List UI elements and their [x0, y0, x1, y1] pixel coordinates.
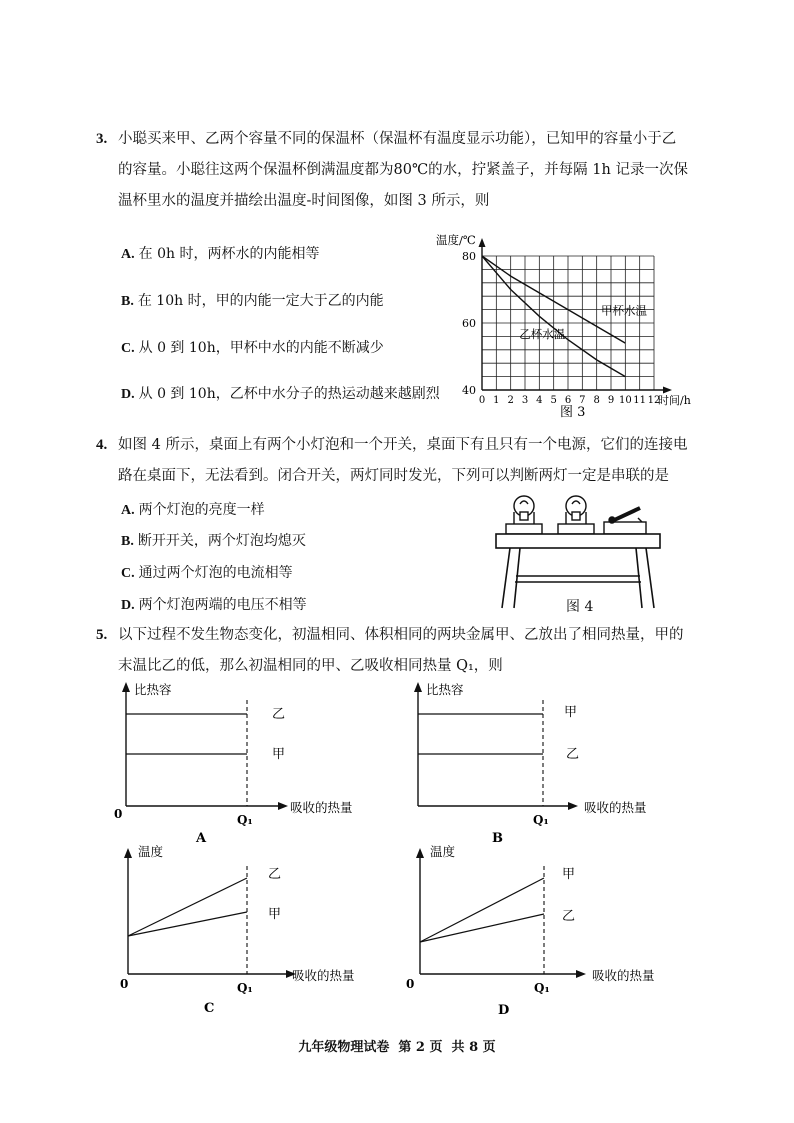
q1-label: Q₁ [533, 813, 549, 827]
origin-label: 0 [114, 807, 123, 821]
option-text: 断开开关，两个灯泡均熄灭 [137, 533, 306, 549]
series-label-yi: 乙杯水温 [519, 327, 566, 342]
upper-line-label: 乙 [268, 867, 282, 882]
x-tick-label: 2 [507, 395, 514, 406]
option-text: 两个灯泡两端的电压不相等 [138, 597, 307, 613]
q4-stem-line: 路在桌面下，无法看到。闭合开关，两灯同时发光，下列可以判断两灯一定是串联的是 [118, 468, 669, 484]
x-tick-label: 3 [521, 395, 529, 406]
q3-stem [118, 124, 698, 217]
x-tick-label: 8 [593, 395, 600, 406]
switch [604, 508, 646, 534]
x-tick-label: 12 [647, 395, 661, 406]
option-text: 在 0h 时，两杯水的内能相等 [138, 246, 320, 262]
y-tick-label: 40 [462, 384, 476, 397]
q3-stem-line: 小聪买来甲、乙两个容量不同的保温杯（保温杯有温度显示功能），已知甲的容量小于乙 [118, 131, 677, 147]
q4-stem [118, 430, 698, 492]
option-letter: D. [121, 598, 135, 613]
q5-stem-line: 末温比乙的低，那么初温相同的甲、乙吸收相同热量 Q₁，则 [118, 658, 503, 674]
q3-stem-line: 温杯里水的温度并描绘出温度-时间图像，如图 3 所示，则 [118, 193, 490, 209]
series-label-jia: 甲杯水温 [600, 303, 647, 318]
option-text: 从 0 到 10h，乙杯中水分子的热运动越来越剧烈 [138, 386, 440, 402]
lower-line-label: 甲 [268, 907, 282, 922]
q3-option-a[interactable] [121, 243, 319, 263]
y-axis-arrow [479, 238, 486, 247]
y-axis-label: 比热容 [134, 682, 172, 697]
q3-option-d[interactable] [121, 383, 440, 403]
x-tick-label: 7 [579, 395, 586, 406]
lower-line-label: 甲 [272, 747, 286, 762]
x-axis-label: 时间/h [658, 394, 691, 407]
figure-3-chart [432, 228, 702, 420]
q4-option-b[interactable] [121, 530, 306, 550]
lamp-left [506, 496, 542, 534]
x-tick-label: 4 [536, 395, 543, 406]
q4-stem-line: 如图 4 所示，桌面上有两个小灯泡和一个开关，桌面下有且只有一个电源，它们的连接电 [118, 437, 688, 453]
q1-label: Q₁ [237, 813, 253, 827]
graph-letter: B [492, 831, 503, 846]
x-tick-label: 0 [478, 395, 486, 406]
option-letter: A. [121, 247, 135, 262]
q4-number: 4. [96, 437, 108, 453]
graph-letter: A [196, 831, 207, 846]
x-tick-label: 1 [493, 395, 500, 406]
q3-option-b[interactable] [121, 290, 384, 310]
y-axis-label: 温度 [430, 844, 456, 859]
option-text: 在 10h 时，甲的内能一定大于乙的内能 [137, 293, 384, 309]
upper-line-label: 乙 [272, 707, 286, 722]
lower-line-label: 乙 [562, 909, 576, 924]
option-letter: A. [121, 503, 135, 518]
q3-number: 3. [96, 131, 108, 147]
x-tick-label: 6 [564, 395, 572, 406]
option-letter: C. [121, 566, 135, 581]
graph-letter: D [498, 1003, 510, 1018]
q3-option-c[interactable] [121, 337, 384, 357]
option-text: 从 0 到 10h，甲杯中水的内能不断减少 [138, 340, 384, 356]
y-axis-label: 温度 [138, 844, 164, 859]
option-letter: B. [121, 294, 134, 309]
graph-letter: C [204, 1001, 215, 1016]
x-tick-label: 5 [550, 395, 557, 406]
origin-label: 0 [120, 977, 129, 991]
x-axis-label: 吸收的热量 [584, 800, 647, 815]
figure-4-caption: 图 4 [566, 599, 594, 615]
upper-line-label: 甲 [562, 867, 576, 882]
option-letter: B. [121, 534, 134, 549]
x-axis-label: 吸收的热量 [592, 968, 655, 983]
option-text: 通过两个灯泡的电流相等 [138, 565, 293, 581]
q1-label: Q₁ [534, 981, 550, 995]
graph-c[interactable] [112, 842, 362, 1022]
q4-option-c[interactable] [121, 562, 293, 582]
q3-stem-line: 的容量。小聪往这两个保温杯倒满温度都为80℃的水，拧紧盖子，并每隔 1h 记录一次保 [118, 162, 688, 178]
q1-label: Q₁ [237, 981, 253, 995]
x-axis-label: 吸收的热量 [290, 800, 353, 815]
option-letter: D. [121, 387, 135, 402]
q5-number: 5. [96, 627, 108, 643]
graph-d[interactable] [404, 842, 676, 1022]
graph-b[interactable] [406, 678, 676, 848]
x-axis-label: 吸收的热量 [292, 968, 355, 983]
q5-stem [118, 620, 698, 682]
q4-option-a[interactable] [121, 499, 265, 519]
y-tick-label: 60 [462, 317, 476, 330]
graph-a[interactable] [110, 678, 353, 848]
lamp-right [558, 496, 594, 534]
page-footer: 九年级物理试卷 第 2 页 共 8 页 [298, 1040, 496, 1055]
x-tick-label: 10 [618, 395, 632, 406]
q4-option-d[interactable] [121, 594, 307, 614]
upper-line-label: 甲 [564, 705, 578, 720]
lower-line-label: 乙 [566, 747, 580, 762]
q5-stem-line: 以下过程不发生物态变化，初温相同、体积相同的两块金属甲、乙放出了相同热量，甲的 [118, 627, 684, 643]
y-axis-label: 比热容 [426, 682, 464, 697]
option-letter: C. [121, 341, 135, 356]
figure-caption: 图 3 [560, 405, 586, 420]
x-axis-arrow [663, 387, 672, 394]
x-tick-label: 9 [607, 395, 615, 406]
option-text: 两个灯泡的亮度一样 [138, 502, 265, 518]
x-tick-label: 11 [633, 395, 647, 406]
chart-grid [482, 256, 654, 390]
origin-label: 0 [406, 977, 415, 991]
y-axis-label: 温度/℃ [436, 233, 476, 247]
y-tick-label: 80 [462, 250, 476, 263]
